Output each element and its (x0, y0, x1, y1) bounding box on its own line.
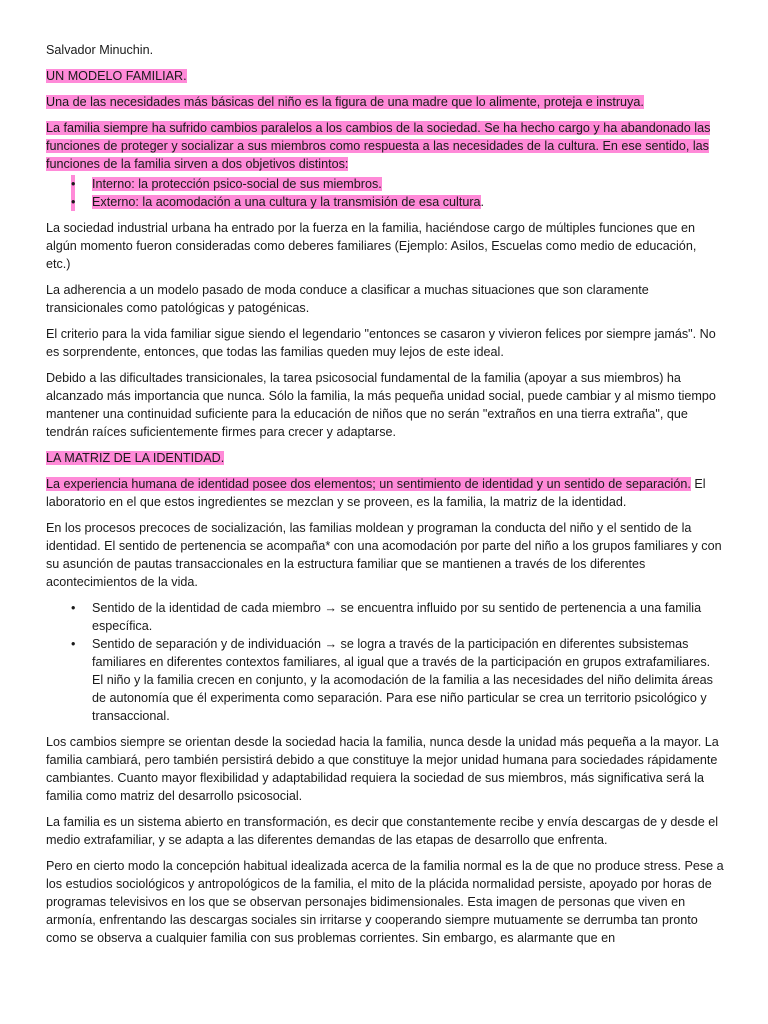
section-heading-matriz-identidad: LA MATRIZ DE LA IDENTIDAD. (46, 451, 225, 465)
paragraph: La adherencia a un modelo pasado de moda conduce a clasificar a muchas situaciones que son claramente transicionales como patológicas y patogénicas. (46, 283, 649, 315)
list-item: • Sentido de la identidad de cada miembro → se encuentra influido por su sentido de pertenencia a una familia específica. (71, 601, 702, 633)
paragraph: El criterio para la vida familiar sigue siendo el legendario "entonces se casaron y vivieron felices por siempre jamás". No es sorprendente, entonces, que todas las familias queden muy lejos de este ideal. (46, 327, 716, 359)
paragraph: Debido a las dificultades transicionales, la tarea psicosocial fundamental de la familia (apoyar a sus miembros) ha alcanzado más importancia que nunca. Sólo la familia, la más pequeña unidad social, puede cambiar y al mismo tiempo mantener una continuidad suficiente para la educación de niños que no serán "extraños en una tierra extraña", que tendrán raíces suficientemente firmes para crecer y adaptarse. (46, 371, 716, 439)
bullet-icon: • (71, 637, 76, 651)
paragraph: Los cambios siempre se orientan desde la sociedad hacia la familia, nunca desde la unidad más pequeña a la mayor. La familia cambiará, pero también persistirá debido a que constituye la mejor unidad humana para sociedades rápidamente cambiantes. Cuanto mayor flexibilidad y adaptabilidad requiera la sociedad de sus miembros, más significativa será la familia como matriz del desarrollo psicosocial. (46, 735, 719, 803)
paragraph: La familia siempre ha sufrido cambios paralelos a los cambios de la sociedad. Se ha hecho cargo y ha abandonado las funciones de proteger y socializar a sus miembros como respuesta a las necesidades de la cultura. En ese sentido, las funciones de la familia sirven a dos objetivos distintos: (46, 121, 711, 171)
author-line: Salvador Minuchin. (46, 43, 154, 57)
paragraph: La sociedad industrial urbana ha entrado por la fuerza en la familia, haciéndose cargo de múltiples funciones que en algún momento fueron consideradas como deberes familiares (Ejemplo: Asilos, Escuelas como medio de educación, etc.) (46, 221, 697, 271)
objectives-list (46, 175, 724, 211)
section-heading-modelo-familiar: UN MODELO FAMILIAR. (46, 69, 187, 83)
paragraph: La familia es un sistema abierto en transformación, es decir que constantemente recibe y envía descargas de y desde el medio extrafamiliar, y se adapta a las diferentes demandas de las etapas de desarrollo que enfrenta. (46, 815, 719, 847)
paragraph: Pero en cierto modo la concepción habitual idealizada acerca de la familia normal es la de que no produce stress. Pese a los estudios sociológicos y antropológicos de la familia, el mito de la plácida normalidad persiste, apoyado por horas de programas televisivos en los que se observan personajes bidimensionales. Esta imagen de personas que viven en armonía, enfrentando las descargas sociales sin irritarse y cooperando siempre mutuamente se derrumba tan pronto como se observa a cualquier familia con sus problemas corrientes. Sin embargo, es alarmante que en (46, 859, 724, 945)
identity-list (46, 599, 724, 725)
list-item: • Externo: la acomodación a una cultura y la transmisión de esa cultura. (71, 195, 485, 209)
bullet-icon: • (71, 601, 76, 615)
paragraph: La experiencia humana de identidad posee dos elementos; un sentimiento de identidad y un sentido de separación. El laboratorio en el que estos ingredientes se mezclan y se proveen, es la familia, la matriz de la identidad. (46, 477, 706, 509)
list-item: • Interno: la protección psico-social de sus miembros. (71, 177, 382, 191)
bullet-icon: • (71, 177, 76, 191)
paragraph: Una de las necesidades más básicas del niño es la figura de una madre que lo alimente, proteja e instruya. (46, 95, 644, 109)
list-item: • Sentido de separación y de individuación → se logra a través de la participación en diferentes subsistemas familiares en diferentes contextos familiares, al igual que a través de la participación en grupos extrafamiliares. El niño y la familia crecen en conjunto, y la acomodación de la familia a las necesidades del niño delimita áreas de autonomía que él experimenta como separación. Para ese niño particular se crea un territorio psicológico y transaccional. (71, 637, 713, 723)
paragraph: En los procesos precoces de socialización, las familias moldean y programan la conducta del niño y el sentido de la identidad. El sentido de pertenencia se acompaña* con una acomodación por parte del niño a los grupos familiares y con su asunción de pautas transaccionales en la estructura familiar que se mantienen a través de los diferentes acontecimientos de la vida. (46, 521, 722, 589)
bullet-icon: • (71, 195, 76, 209)
